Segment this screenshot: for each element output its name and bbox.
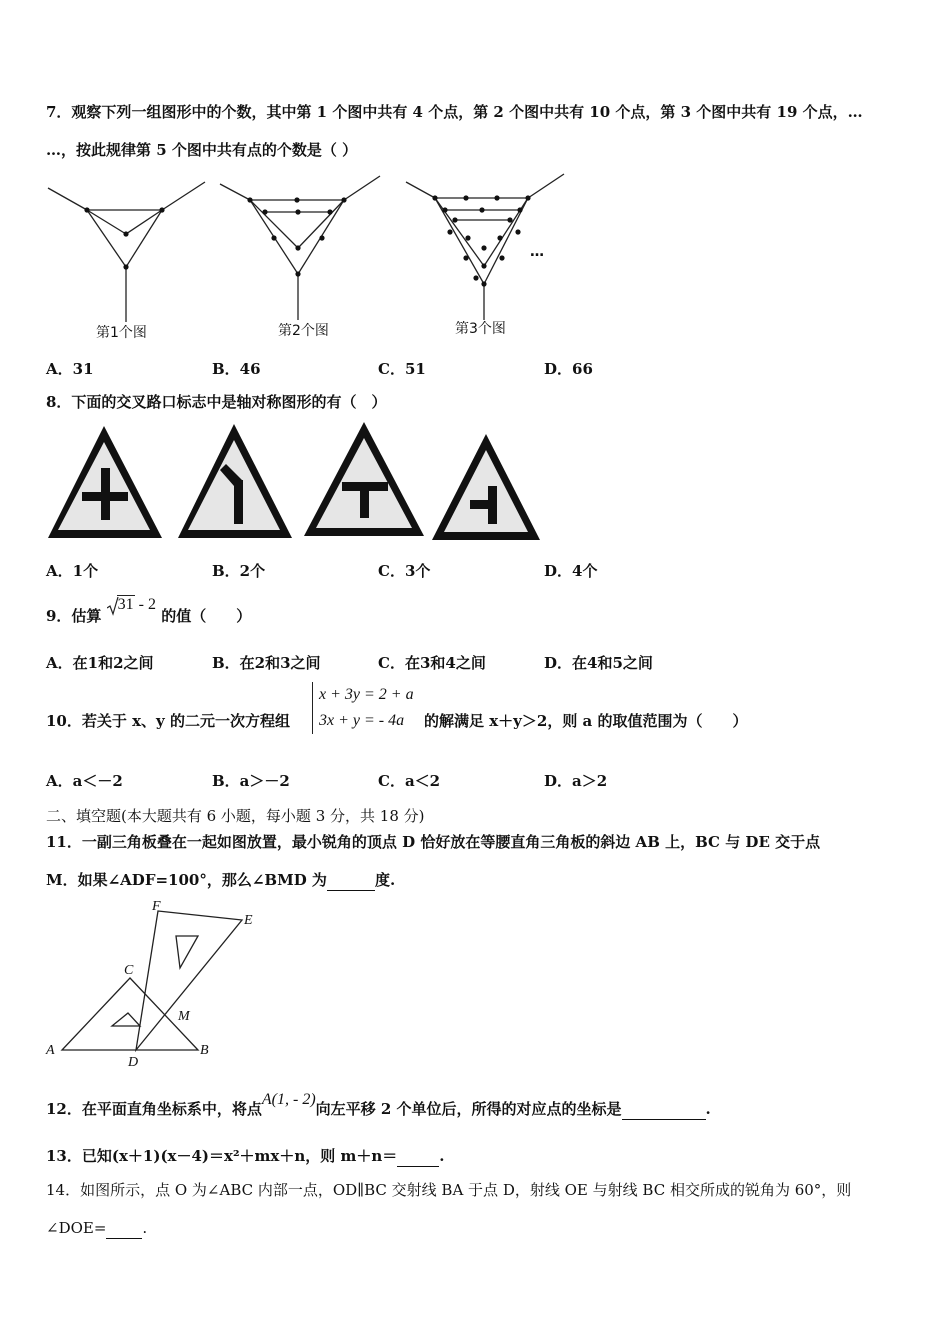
point-label-c: C — [124, 963, 134, 978]
q9-stem — [46, 596, 252, 627]
q14-answer-blank — [106, 1218, 142, 1239]
q10-equation-system — [312, 682, 414, 734]
q9-option-d: D．在4和5之间 — [544, 654, 653, 672]
q13-end: . — [439, 1147, 445, 1165]
q9-minus-two: - 2 — [134, 596, 156, 613]
q10-option-a: A．a＜－2 — [46, 772, 123, 790]
q7-fig3-label: 第3个图 — [455, 321, 506, 337]
q13-text: 13．已知(x＋1)(x－4)＝x²＋mx＋n，则 m＋n＝ — [46, 1147, 398, 1165]
section-2-heading: 二、填空题(本大题共有 6 小题，每小题 3 分，共 18 分) — [46, 807, 425, 825]
q10-prefix: 10．若关于 x、y 的二元一次方程组 — [46, 712, 290, 730]
q12-prefix: 12．在平面直角坐标系中，将点 — [46, 1100, 262, 1118]
q9-option-b: B．在2和3之间 — [212, 654, 321, 672]
q7-fig2-label: 第2个图 — [278, 323, 329, 339]
q9-option-a: A．在1和2之间 — [46, 654, 154, 672]
q10-option-d: D．a＞2 — [544, 772, 608, 790]
q14-stem-line2 — [46, 1218, 147, 1239]
sqrt-sign-icon — [107, 596, 119, 616]
q7-ellipsis: … — [530, 244, 544, 260]
q8-option-c: C．3个 — [378, 562, 431, 580]
q7-option-b: B．46 — [212, 360, 261, 378]
q7-stem-line2: …，按此规律第 5 个图中共有点的个数是（ ） — [46, 141, 358, 159]
point-label-f: F — [152, 899, 161, 914]
q10-eq2: 3x + y = - 4a — [319, 712, 405, 729]
q13-answer-blank — [397, 1146, 439, 1167]
q7-fig1-label: 第1个图 — [96, 325, 147, 341]
q7-stem-line1: 7．观察下列一组图形中的个数，其中第 1 个图中共有 4 个点，第 2 个图中共有 10 个点，第 3 个图中共有 19 个点，… — [46, 103, 863, 121]
q10-option-c: C．a＜2 — [378, 772, 441, 790]
q11-line2-prefix: M．如果∠ADF=100°，那么∠BMD 为 — [46, 871, 327, 889]
point-label-m: M — [178, 1009, 190, 1024]
q10-eq1: x + 3y = 2 + a — [319, 686, 414, 703]
q11-line2-suffix: 度. — [374, 871, 396, 889]
q7-option-d: D．66 — [544, 360, 593, 378]
q8-road-signs — [44, 420, 544, 550]
q8-option-b: B．2个 — [212, 562, 266, 580]
q7-option-c: C．51 — [378, 360, 426, 378]
q9-prefix: 9．估算 — [46, 607, 102, 625]
road-sign-t-junction — [304, 422, 424, 536]
q7-option-a: A．31 — [46, 360, 94, 378]
q11-stem-line1: 11．一副三角板叠在一起如图放置，最小锐角的顶点 D 恰好放在等腰直角三角板的斜边 AB 上，BC 与 DE 交于点 — [46, 833, 821, 851]
point-label-d: D — [128, 1055, 139, 1066]
q14-end: . — [142, 1219, 148, 1237]
q10-suffix: 的解满足 x＋y＞2，则 a 的取值范围为（ ） — [424, 712, 748, 730]
road-sign-side-road — [432, 434, 540, 540]
q8-stem: 8．下面的交叉路口标志中是轴对称图形的有（ ） — [46, 393, 387, 411]
q9-sqrt-expression — [107, 595, 156, 615]
q8-option-d: D．4个 — [544, 562, 598, 580]
q13-stem — [46, 1146, 445, 1167]
q12-stem — [46, 1091, 711, 1120]
road-sign-y-junction — [178, 424, 292, 538]
q14-stem-line1: 14．如图所示，点 O 为∠ABC 内部一点，OD∥BC 交射线 BA 于点 D，射线 OE 与射线 BC 相交所成的锐角为 60°，则 — [46, 1181, 852, 1199]
q14-line2-prefix: ∠DOE= — [46, 1219, 107, 1237]
q12-suffix: 向左平移 2 个单位后，所得的对应点的坐标是 — [315, 1100, 622, 1118]
q12-end: . — [705, 1100, 711, 1118]
q10-option-b: B．a＞－2 — [212, 772, 290, 790]
q12-point: A(1, - 2) — [261, 1091, 316, 1108]
q9-suffix: 的值（ ） — [161, 607, 252, 625]
q9-radicand: 31 — [117, 596, 134, 613]
q11-triangle-figure — [40, 896, 270, 1066]
point-label-a: A — [46, 1043, 55, 1058]
point-label-b: B — [200, 1043, 209, 1058]
point-label-e: E — [244, 913, 253, 928]
q11-answer-blank — [327, 870, 375, 891]
q9-option-c: C．在3和4之间 — [378, 654, 486, 672]
q12-answer-blank — [622, 1099, 706, 1120]
road-sign-crossroads — [48, 426, 162, 538]
q8-option-a: A．1个 — [46, 562, 99, 580]
q11-stem-line2 — [46, 870, 395, 891]
